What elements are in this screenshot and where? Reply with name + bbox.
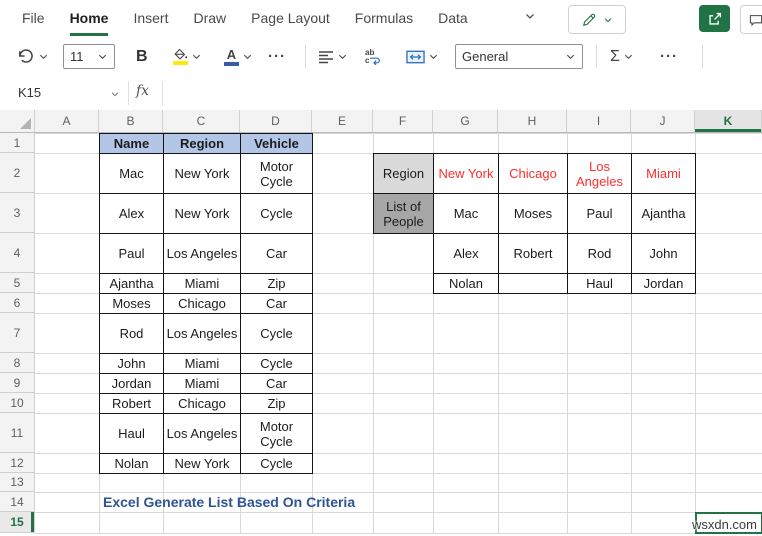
undo-button[interactable] — [16, 37, 49, 76]
merge-cells-icon — [406, 50, 425, 64]
cell-D12[interactable]: Cycle — [240, 453, 313, 474]
cell-G3[interactable]: Mac — [433, 193, 499, 234]
pencil-icon — [581, 12, 597, 28]
cell-B8[interactable]: John — [99, 353, 164, 374]
row-header-15[interactable]: 15 — [0, 512, 35, 533]
formula-bar — [0, 76, 762, 111]
column-header-B[interactable]: B — [99, 110, 163, 133]
column-header-K[interactable]: K — [695, 110, 762, 133]
number-format-select[interactable] — [455, 44, 583, 69]
chevron-down-icon[interactable] — [110, 89, 120, 99]
cell-D7[interactable]: Cycle — [240, 313, 313, 354]
cell-B9[interactable]: Jordan — [99, 373, 164, 394]
cell-C9[interactable]: Miami — [163, 373, 241, 394]
cell-C10[interactable]: Chicago — [163, 393, 241, 414]
editing-mode-button[interactable] — [568, 5, 626, 34]
cell-C3[interactable]: New York — [163, 193, 241, 234]
cell-F3[interactable]: List of People — [373, 193, 434, 234]
row-header-10[interactable]: 10 — [0, 393, 35, 413]
row-header-1[interactable]: 1 — [0, 133, 35, 153]
fill-color-button[interactable] — [172, 37, 202, 76]
select-all-corner[interactable] — [0, 110, 35, 133]
row-header-4[interactable]: 4 — [0, 233, 35, 273]
cell-H4[interactable]: Robert — [498, 233, 568, 274]
font-color-button[interactable] — [224, 37, 253, 76]
cell-C11[interactable]: Los Angeles — [163, 413, 241, 454]
row-header-11[interactable]: 11 — [0, 413, 35, 453]
tab-formulas[interactable]: Formulas — [354, 10, 414, 26]
chevron-down-icon[interactable] — [242, 51, 253, 62]
share-button[interactable] — [699, 5, 730, 32]
alignment-button[interactable] — [318, 37, 348, 76]
cell-D10[interactable]: Zip — [240, 393, 313, 414]
share-icon — [706, 10, 724, 28]
column-header-E[interactable]: E — [312, 110, 373, 133]
row-header-9[interactable]: 9 — [0, 373, 35, 393]
tab-draw[interactable]: Draw — [193, 10, 227, 26]
comments-button[interactable] — [740, 5, 762, 34]
formula-bar-divider — [128, 81, 129, 105]
cell-D5[interactable]: Zip — [240, 273, 313, 294]
tab-insert[interactable]: Insert — [133, 10, 169, 26]
number-format-value: General — [462, 49, 509, 64]
cell-B4[interactable]: Paul — [99, 233, 164, 274]
toolbar-divider — [305, 45, 306, 68]
cell-H5[interactable] — [498, 273, 568, 294]
row-header-5[interactable]: 5 — [0, 273, 35, 293]
row-header-7[interactable]: 7 — [0, 313, 35, 353]
column-header-A[interactable]: A — [35, 110, 99, 133]
column-header-F[interactable]: F — [373, 110, 433, 133]
cell-I4[interactable]: Rod — [567, 233, 632, 274]
cell-G5[interactable]: Nolan — [433, 273, 499, 294]
cell-D4[interactable]: Car — [240, 233, 313, 274]
row-header-2[interactable]: 2 — [0, 153, 35, 193]
cell-J2[interactable]: Miami — [631, 153, 696, 194]
cell-D9[interactable]: Car — [240, 373, 313, 394]
cell-D11[interactable]: Motor Cycle — [240, 413, 313, 454]
cell-C8[interactable]: Miami — [163, 353, 241, 374]
chevron-down-icon[interactable] — [623, 51, 634, 62]
cell-B3[interactable]: Alex — [99, 193, 164, 234]
cell-G4[interactable]: Alex — [433, 233, 499, 274]
cell-B6[interactable]: Moses — [99, 293, 164, 314]
cell-C4[interactable]: Los Angeles — [163, 233, 241, 274]
chevron-down-icon — [97, 51, 108, 62]
autosum-button[interactable] — [610, 37, 634, 76]
row-header-14[interactable]: 14 — [0, 492, 35, 512]
font-size-value: 11 — [70, 49, 84, 64]
column-header-I[interactable]: I — [567, 110, 631, 133]
cell-D6[interactable]: Car — [240, 293, 313, 314]
cell-C12[interactable]: New York — [163, 453, 241, 474]
column-header-J[interactable]: J — [631, 110, 695, 133]
more-font-options-button[interactable] — [268, 37, 286, 76]
font-color-icon: A — [224, 48, 239, 66]
row-header-12[interactable]: 12 — [0, 453, 35, 473]
cell-B2[interactable]: Mac — [99, 153, 164, 194]
cell-C2[interactable]: New York — [163, 153, 241, 194]
chevron-down-icon[interactable] — [38, 51, 49, 62]
ellipsis-icon: ··· — [660, 48, 678, 65]
cell-B11[interactable]: Haul — [99, 413, 164, 454]
column-header-C[interactable]: C — [163, 110, 240, 133]
fx-icon[interactable]: fx — [136, 83, 150, 99]
bold-icon: B — [136, 47, 148, 65]
ribbon-tab-row — [0, 0, 762, 37]
row-header-8[interactable]: 8 — [0, 353, 35, 373]
cell-J5[interactable]: Jordan — [631, 273, 696, 294]
sigma-icon: Σ — [610, 47, 620, 65]
name-box[interactable] — [0, 76, 128, 109]
tab-data[interactable]: Data — [438, 10, 468, 26]
chevron-down-icon[interactable] — [191, 51, 202, 62]
tab-page-layout[interactable]: Page Layout — [251, 10, 330, 26]
cell-B10[interactable]: Robert — [99, 393, 164, 414]
tab-home[interactable]: Home — [70, 0, 109, 36]
cell-I3[interactable]: Paul — [567, 193, 632, 234]
sheet-caption-text: Excel Generate List Based On Criteria — [103, 494, 356, 510]
chevron-down-icon[interactable] — [428, 51, 439, 62]
merge-cells-button[interactable] — [406, 37, 439, 76]
cell-J3[interactable]: Ajantha — [631, 193, 696, 234]
font-size-select[interactable] — [63, 44, 115, 69]
chevron-down-icon — [603, 15, 613, 25]
ellipsis-icon: ··· — [268, 48, 286, 65]
wrap-text-button[interactable] — [365, 37, 381, 76]
cell-B7[interactable]: Rod — [99, 313, 164, 354]
cell-J4[interactable]: John — [631, 233, 696, 274]
cell-D3[interactable]: Cycle — [240, 193, 313, 234]
wrap-text-icon: ab c — [365, 49, 381, 65]
cell-H3[interactable]: Moses — [498, 193, 568, 234]
spreadsheet-grid — [0, 110, 762, 536]
cell-F2[interactable]: Region — [373, 153, 434, 194]
cell-C6[interactable]: Chicago — [163, 293, 241, 314]
row-header-13[interactable]: 13 — [0, 473, 35, 492]
formula-input[interactable] — [166, 76, 756, 109]
align-left-icon — [318, 50, 334, 64]
formula-bar-divider — [162, 81, 163, 105]
more-tabs-chevron-icon[interactable] — [524, 10, 536, 22]
column-header-D[interactable]: D — [240, 110, 312, 133]
cell-I2[interactable]: Los Angeles — [567, 153, 632, 194]
chevron-down-icon[interactable] — [337, 51, 348, 62]
cell-D8[interactable]: Cycle — [240, 353, 313, 374]
watermark-text: wsxdn.com — [691, 517, 757, 532]
undo-icon — [16, 47, 35, 66]
cell-G2[interactable]: New York — [433, 153, 499, 194]
bold-button[interactable] — [136, 37, 148, 76]
toolbar-divider — [702, 45, 703, 68]
ribbon-tabs — [22, 0, 468, 36]
cell-D2[interactable]: Motor Cycle — [240, 153, 313, 194]
column-header-H[interactable]: H — [498, 110, 567, 133]
command-bar — [0, 37, 762, 77]
cell-H2[interactable]: Chicago — [498, 153, 568, 194]
toolbar-divider — [596, 45, 597, 68]
cell-D1[interactable]: Vehicle — [240, 133, 313, 154]
tab-file[interactable]: File — [22, 10, 45, 26]
cell-B1[interactable]: Name — [99, 133, 164, 154]
chevron-down-icon — [565, 51, 576, 62]
cell-B5[interactable]: Ajantha — [99, 273, 164, 294]
row-header-3[interactable]: 3 — [0, 193, 35, 233]
comment-icon — [748, 12, 762, 28]
fill-color-icon — [172, 48, 188, 65]
more-commands-button[interactable] — [660, 37, 678, 76]
cell-B12[interactable]: Nolan — [99, 453, 164, 474]
cell-I5[interactable]: Haul — [567, 273, 632, 294]
cell-C7[interactable]: Los Angeles — [163, 313, 241, 354]
row-header-6[interactable]: 6 — [0, 293, 35, 313]
cell-C1[interactable]: Region — [163, 133, 241, 154]
column-header-G[interactable]: G — [433, 110, 498, 133]
name-box-value: K15 — [18, 85, 42, 100]
cell-C5[interactable]: Miami — [163, 273, 241, 294]
